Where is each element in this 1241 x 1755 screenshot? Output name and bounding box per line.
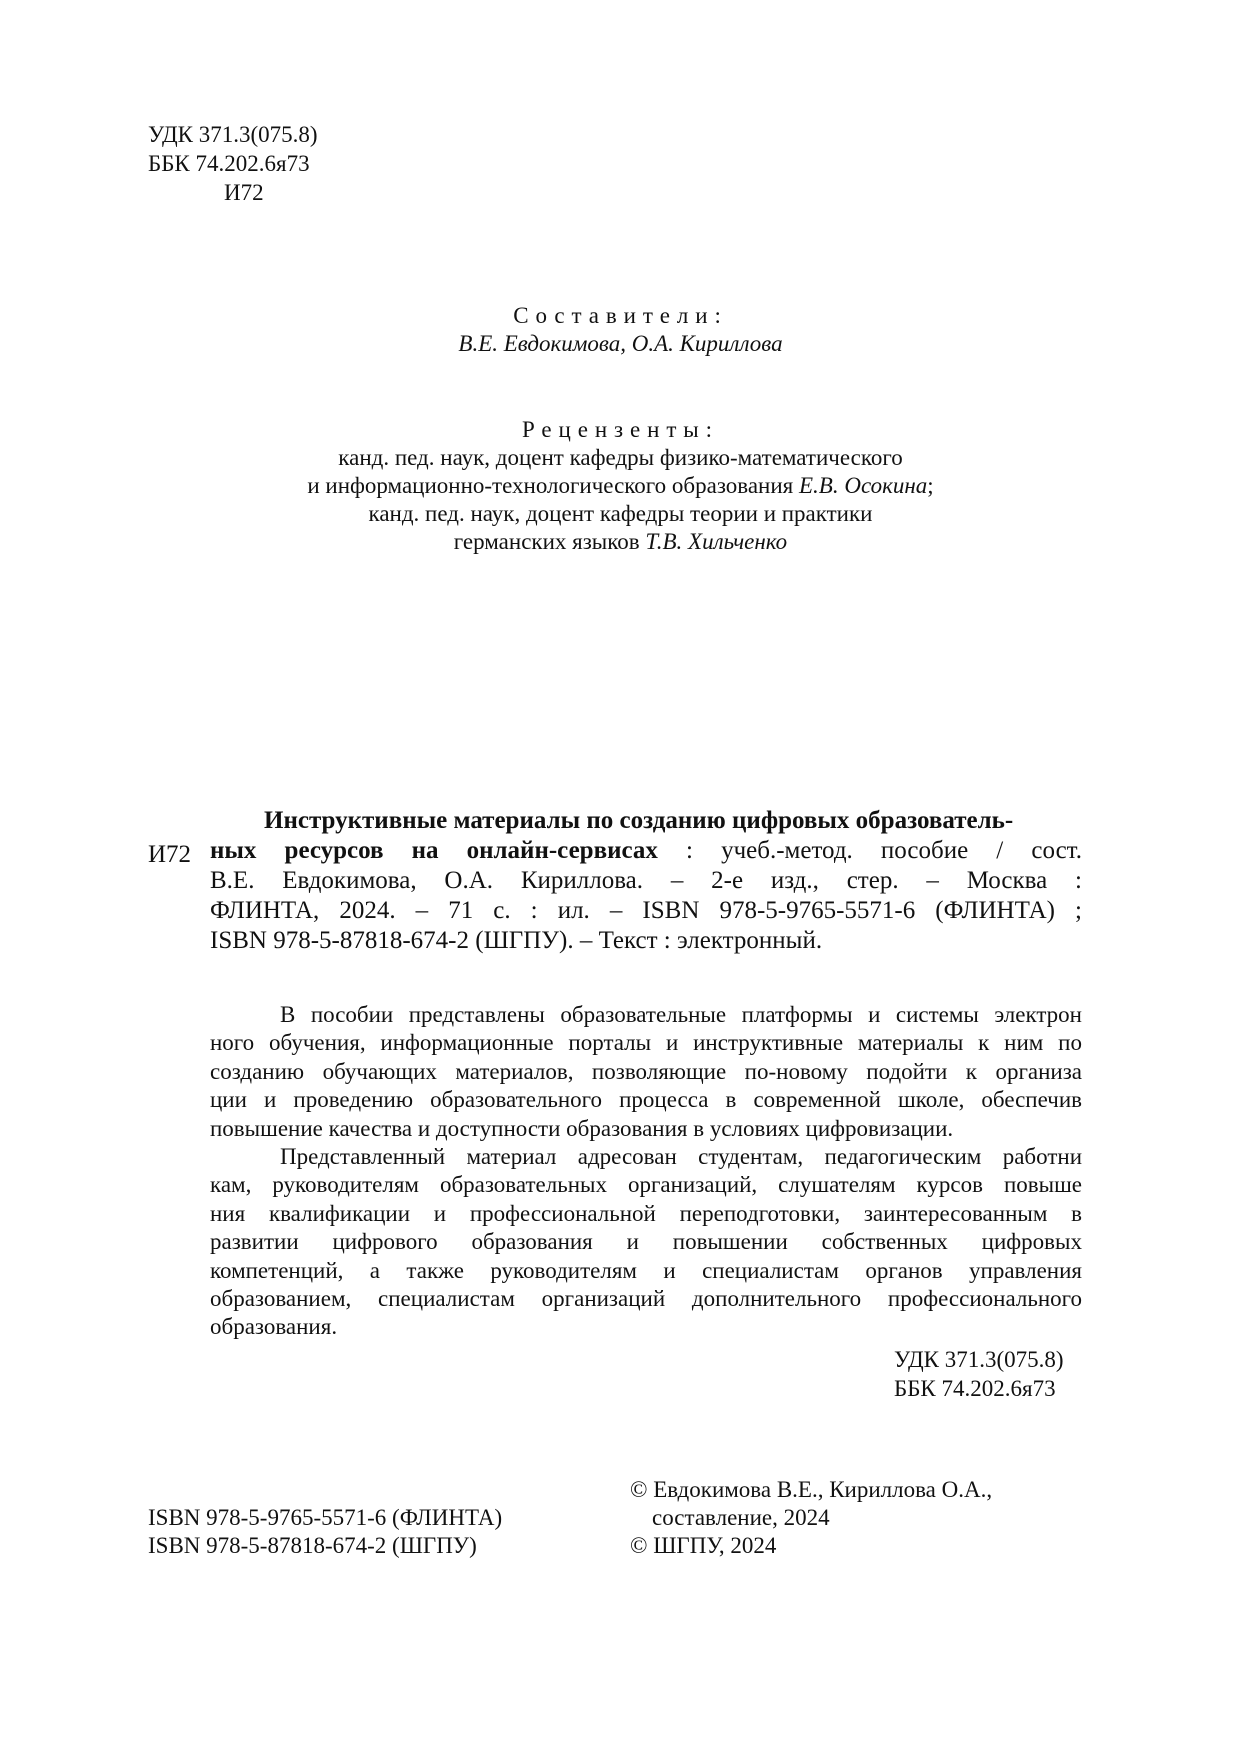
copyright-compilers: © Евдокимова В.Е., Кириллова О.А., xyxy=(630,1477,993,1502)
copyright-block xyxy=(630,1476,992,1560)
classification-bottom xyxy=(894,1345,1064,1403)
copyright-compilation-year: составление, 2024 xyxy=(652,1505,830,1530)
annotation-p2-line: кам, руководителям образовательных организаций, слушателям курсов повыше xyxy=(210,1172,1082,1198)
annotation-p2-line: компетенций, а также руководителям и специалистам органов управления xyxy=(210,1257,1082,1283)
udk-code-bottom: УДК 371.3(075.8) xyxy=(894,1347,1064,1372)
annotation xyxy=(210,1001,1082,1342)
biblio-title-line-2: ных ресурсов на онлайн-сервисах xyxy=(210,837,658,864)
annotation-p1-line: повышение качества и доступности образования в условиях цифровизации. xyxy=(210,1115,954,1141)
annotation-p1-line: ного обучения, информационные порталы и инструктивные материалы к ним по xyxy=(210,1030,1082,1056)
bibliographic-description xyxy=(210,806,1082,956)
annotation-p2-line: образованием, специалистам организаций дополнительного профессионального xyxy=(210,1286,1082,1312)
bbk-code-bottom: ББК 74.202.6я73 xyxy=(894,1376,1056,1401)
udk-code: УДК 371.3(075.8) xyxy=(148,122,318,147)
classification-block xyxy=(148,120,318,207)
biblio-line-3: В.Е. Евдокимова, О.А. Кириллова. – 2-е изд., стер. – Москва : xyxy=(210,867,1082,894)
annotation-p1-line: В пособии представлены образовательные платформы и системы электрон xyxy=(280,1002,1082,1027)
biblio-title-line-1: Инструктивные материалы по созданию цифровых образователь- xyxy=(264,807,1014,834)
annotation-p2-line: образования. xyxy=(210,1314,338,1340)
compilers-heading: Составители: xyxy=(513,303,728,328)
reviewers-heading: Рецензенты: xyxy=(522,417,719,442)
reviewer-1-name: Е.В. Осокина xyxy=(799,473,928,498)
biblio-line-2 xyxy=(210,836,1082,866)
compilers-block xyxy=(0,302,1241,358)
reviewer-2-affiliation: германских языков xyxy=(453,529,646,554)
compilers-names: В.Е. Евдокимова, О.А. Кириллова xyxy=(458,331,783,356)
reviewer-1-line-2 xyxy=(0,472,1241,500)
isbn-shgpu: ISBN 978-5-87818-674-2 (ШГПУ) xyxy=(148,1533,477,1558)
annotation-p1-line: созданию обучающих материалов, позволяющие по-новому подойти к организа xyxy=(210,1058,1082,1084)
isbn-flinta: ISBN 978-5-9765-5571-6 (ФЛИНТА) xyxy=(148,1505,503,1530)
biblio-type: : учеб.-метод. пособие / сост. xyxy=(657,837,1082,864)
reviewer-1-affiliation: и информационно-технологического образования xyxy=(307,473,799,498)
reviewer-separator: ; xyxy=(927,473,934,498)
bbk-code: ББК 74.202.6я73 xyxy=(148,151,310,176)
annotation-p2-line: развитии цифрового образования и повышении собственных цифровых xyxy=(210,1229,1082,1255)
biblio-sign: И72 xyxy=(148,841,192,868)
reviewer-2-line-2 xyxy=(0,528,1241,556)
author-sign: И72 xyxy=(224,180,264,205)
reviewer-1-line-1: канд. пед. наук, доцент кафедры физико-математического xyxy=(338,445,903,470)
annotation-p2-line: Представленный материал адресован студентам, педагогическим работни xyxy=(280,1144,1082,1170)
isbn-block xyxy=(148,1504,502,1560)
reviewer-2-name: Т.В. Хильченко xyxy=(645,529,788,554)
reviewer-2-line-1: канд. пед. наук, доцент кафедры теории и практики xyxy=(368,501,873,526)
reviewers-block xyxy=(0,416,1241,556)
annotation-p2-line: ния квалификации и профессиональной переподготовки, заинтересованным в xyxy=(210,1200,1082,1226)
copyright-publisher: © ШГПУ, 2024 xyxy=(630,1533,777,1558)
biblio-line-4: ФЛИНТА, 2024. – 71 с. : ил. – ISBN 978-5-9765-5571-6 (ФЛИНТА) ; xyxy=(210,897,1082,924)
biblio-line-5: ISBN 978-5-87818-674-2 (ШГПУ). – Текст : электронный. xyxy=(210,927,823,954)
annotation-p1-line: ции и проведению образовательного процесса в современной школе, обеспечив xyxy=(210,1087,1082,1113)
